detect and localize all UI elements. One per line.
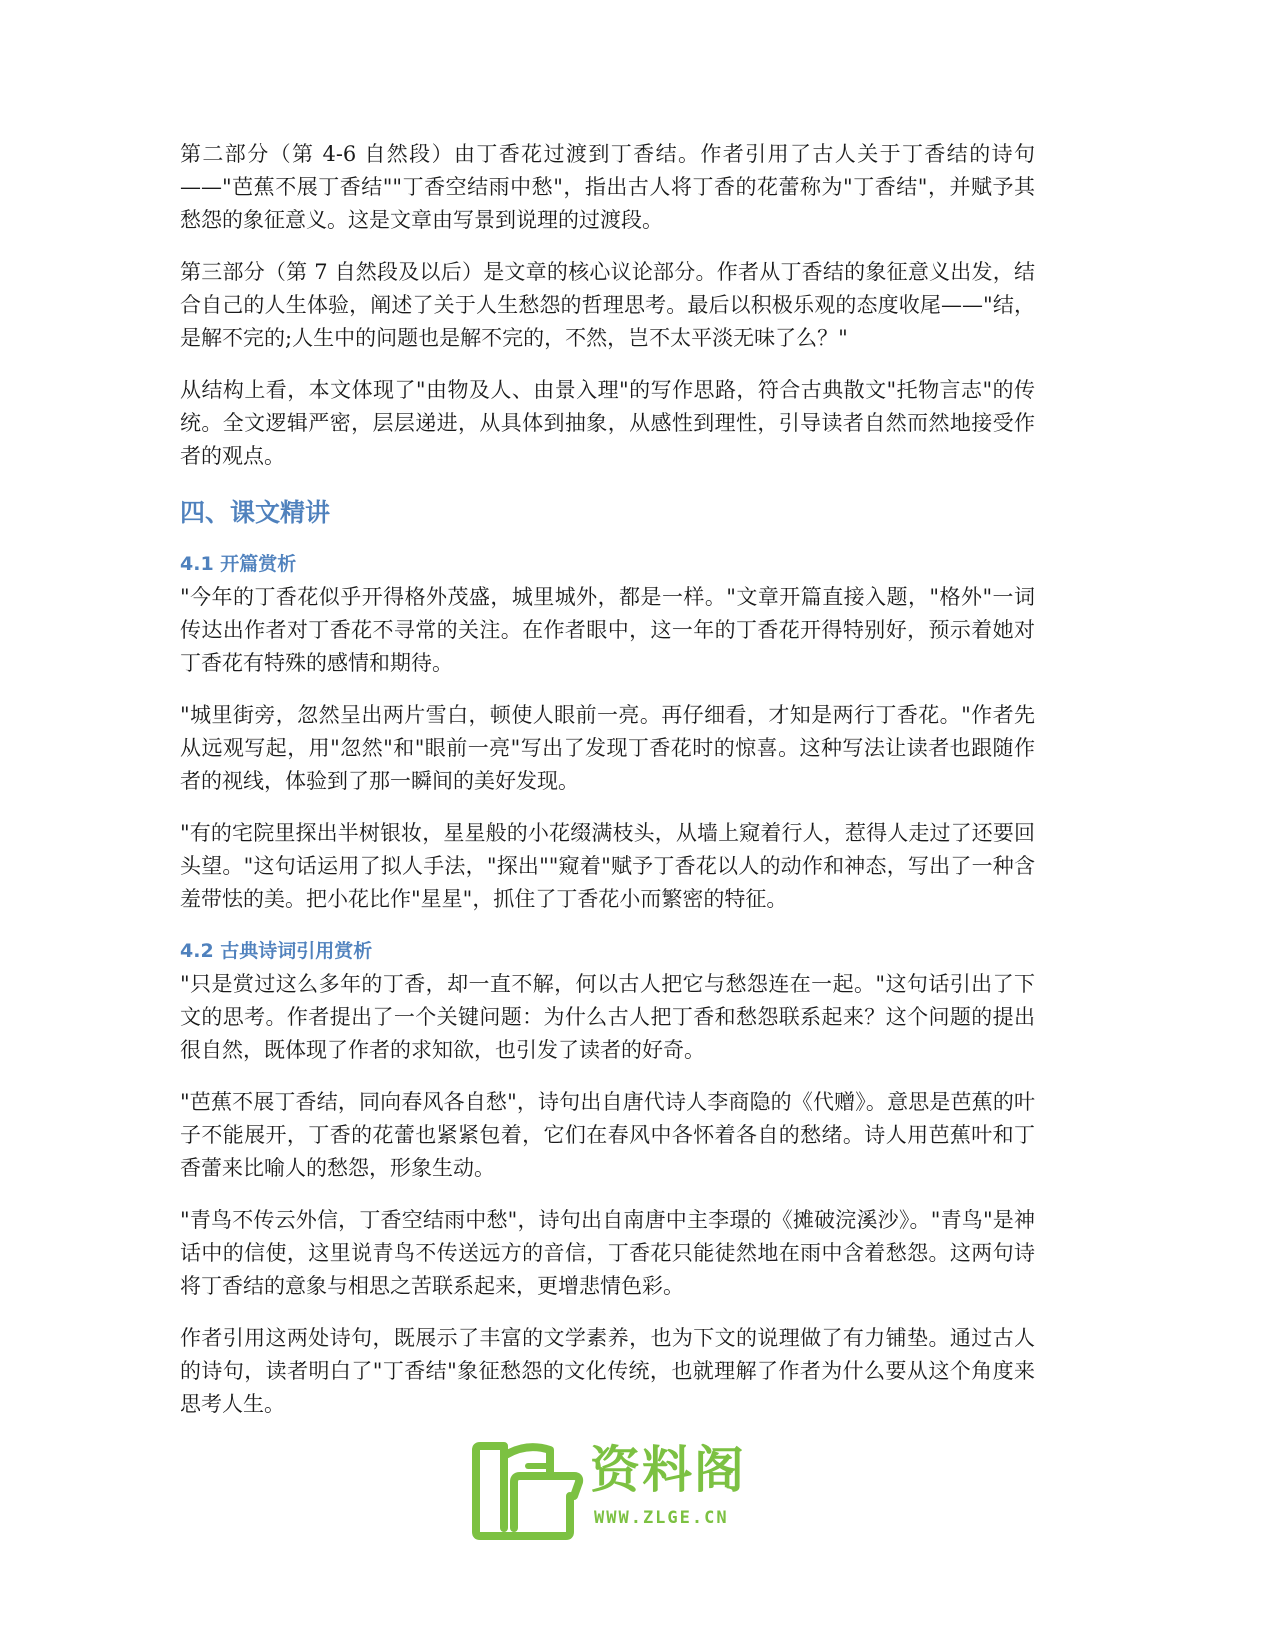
paragraph: "城里街旁，忽然呈出两片雪白，顿使人眼前一亮。再仔细看，才知是两行丁香花。"作者先从远观写起，用"忽然"和"眼前一亮"写出了发现丁香花时的惊喜。这种写法让读者也跟随作者的视线，体验到了那一瞬间的美好发现。 — [180, 703, 1035, 793]
section-heading: 四、课文精讲 — [180, 498, 331, 527]
paragraph: 第三部分（第 7 自然段及以后）是文章的核心议论部分。作者从丁香结的象征意义出发，结合自己的人生体验，阐述了关于人生愁怨的哲理思考。最后以积极乐观的态度收尾——"结，是解不完的;人生中的问题也是解不完的，不然，岂不太平淡无味了么？" — [180, 260, 1035, 350]
paragraph: 从结构上看，本文体现了"由物及人、由景入理"的写作思路，符合古典散文"托物言志"的传统。全文逻辑严密，层层递进，从具体到抽象，从感性到理性，引导读者自然而然地接受作者的观点。 — [180, 378, 1035, 468]
paragraph: "芭蕉不展丁香结，同向春风各自愁"，诗句出自唐代诗人李商隐的《代赠》。意思是芭蕉的叶子不能展开，丁香的花蕾也紧紧包着，它们在春风中各怀着各自的愁绪。诗人用芭蕉叶和丁香蕾来比喻人的愁怨，形象生动。 — [180, 1090, 1035, 1180]
watermark-logo — [470, 1436, 746, 1542]
open-book-icon — [470, 1436, 585, 1542]
paragraph: "青鸟不传云外信，丁香空结雨中愁"，诗句出自南唐中主李璟的《摊破浣溪沙》。"青鸟"是神话中的信使，这里说青鸟不传送远方的音信，丁香花只能徒然地在雨中含着愁怨。这两句诗将丁香结的意象与相思之苦联系起来，更增悲情色彩。 — [180, 1208, 1035, 1298]
document-body — [180, 138, 1035, 1440]
subsection-heading: 4.1 开篇赏析 — [180, 553, 297, 575]
paragraph: "只是赏过这么多年的丁香，却一直不解，何以古人把它与愁怨连在一起。"这句话引出了下文的思考。作者提出了一个关键问题：为什么古人把丁香和愁怨联系起来？这个问题的提出很自然，既体现了作者的求知欲，也引发了读者的好奇。 — [180, 972, 1035, 1062]
paragraph: 第二部分（第 4-6 自然段）由丁香花过渡到丁香结。作者引用了古人关于丁香结的诗句——"芭蕉不展丁香结""丁香空结雨中愁"，指出古人将丁香的花蕾称为"丁香结"，并赋予其愁怨的象征意义。这是文章由写景到说理的过渡段。 — [180, 142, 1035, 232]
watermark-url: WWW.ZLGE.CN — [594, 1508, 729, 1528]
paragraph: 作者引用这两处诗句，既展示了丰富的文学素养，也为下文的说理做了有力铺垫。通过古人的诗句，读者明白了"丁香结"象征愁怨的文化传统，也就理解了作者为什么要从这个角度来思考人生。 — [180, 1326, 1035, 1416]
watermark-title: 资料阁 — [590, 1441, 746, 1499]
paragraph: "有的宅院里探出半树银妆，星星般的小花缀满枝头，从墙上窥着行人，惹得人走过了还要回头望。"这句话运用了拟人手法，"探出""窥着"赋予丁香花以人的动作和神态，写出了一种含羞带怯的美。把小花比作"星星"，抓住了丁香花小而繁密的特征。 — [180, 821, 1035, 911]
subsection-heading: 4.2 古典诗词引用赏析 — [180, 940, 373, 962]
paragraph: "今年的丁香花似乎开得格外茂盛，城里城外，都是一样。"文章开篇直接入题，"格外"一词传达出作者对丁香花不寻常的关注。在作者眼中，这一年的丁香花开得特别好，预示着她对丁香花有特殊的感情和期待。 — [180, 585, 1035, 675]
